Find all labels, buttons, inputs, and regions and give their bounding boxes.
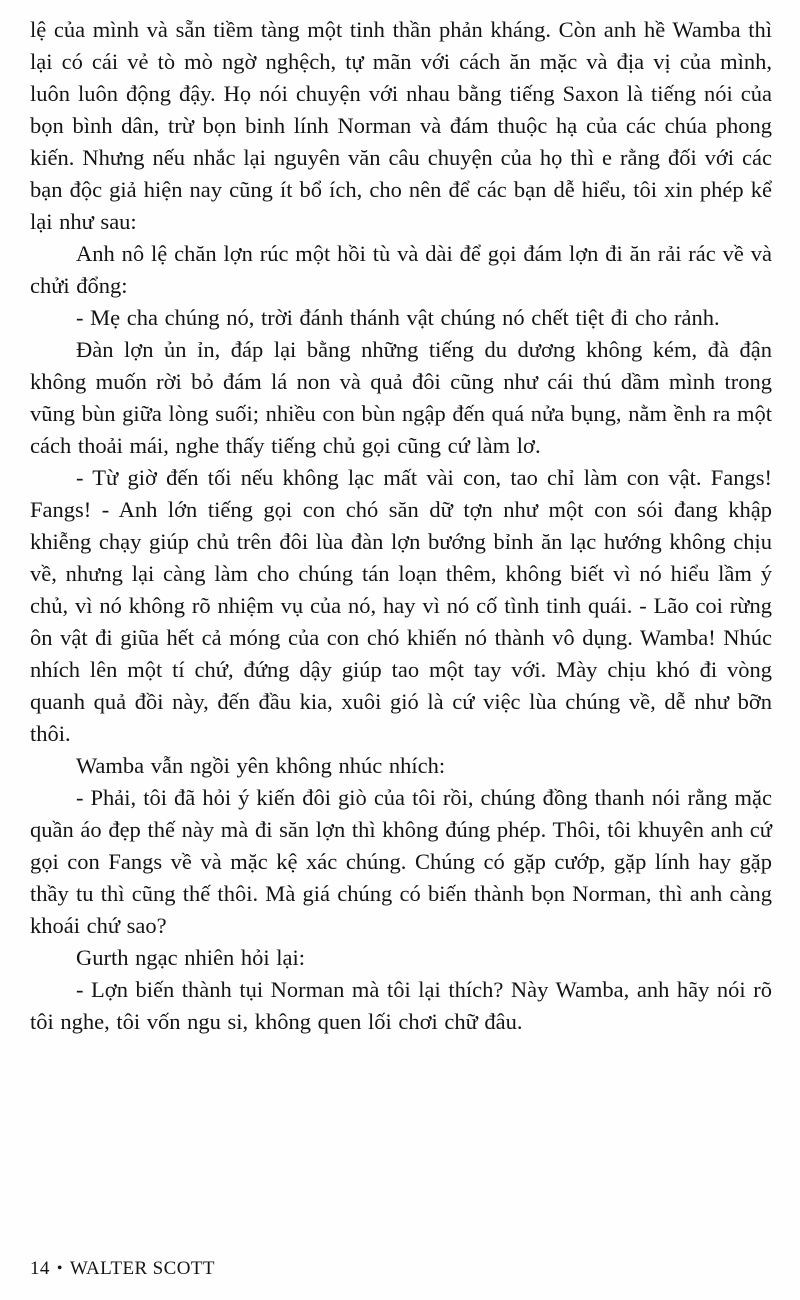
page-text xyxy=(30,14,772,1038)
paragraph: - Mẹ cha chúng nó, trời đánh thánh vật chúng nó chết tiệt đi cho rảnh. xyxy=(76,305,720,330)
paragraph: Wamba vẫn ngồi yên không nhúc nhích: xyxy=(76,753,446,778)
footer-separator-dot: • xyxy=(56,1260,63,1277)
paragraph: - Phải, tôi đã hỏi ý kiến đôi giò của tôi rồi, chúng đồng thanh nói rằng mặc quần áo đẹp thế này mà đi săn lợn thì không đúng phép. Thôi, tôi khuyên anh cứ gọi con Fangs về và mặc kệ xác chúng. Chúng có gặp cướp, gặp lính hay gặp thầy tu thì cũng thế thôi. Mà giá chúng có biến thành bọn Norman, thì anh càng khoái chứ sao? xyxy=(30,785,772,938)
author-name: WALTER SCOTT xyxy=(69,1258,215,1279)
page-footer xyxy=(30,1258,215,1280)
paragraph: lệ của mình và sẵn tiềm tàng một tinh thần phản kháng. Còn anh hề Wamba thì lại có cái vẻ tò mò ngờ nghệch, tự mãn với cách ăn mặc và địa vị của mình, luôn luôn động đậy. Họ nói chuyện với nhau bằng tiếng Saxon là tiếng nói của bọn bình dân, trừ bọn binh lính Norman và đám thuộc hạ của các chúa phong kiến. Nhưng nếu nhắc lại nguyên văn câu chuyện của họ thì e rằng đối với các bạn độc giả hiện nay cũng ít bổ ích, cho nên để các bạn dễ hiểu, tôi xin phép kể lại như sau: xyxy=(30,17,772,234)
paragraph: Anh nô lệ chăn lợn rúc một hồi tù và dài để gọi đám lợn đi ăn rải rác về và chửi đổng: xyxy=(30,241,772,298)
paragraph: Đàn lợn ủn ỉn, đáp lại bằng những tiếng du dương không kém, đà đận không muốn rời bỏ đám lá non và quả đôi cũng như cái thú dầm mình trong vũng bùn giữa lòng suối; nhiều con bùn ngập đến quá nửa bụng, nằm ềnh ra một cách thoải mái, nghe thấy tiếng chủ gọi cũng cứ làm lơ. xyxy=(30,337,772,458)
paragraph: - Từ giờ đến tối nếu không lạc mất vài con, tao chỉ làm con vật. Fangs! Fangs! - Anh lớn tiếng gọi con chó săn dữ tợn như một con sói đang khập khiễng chạy giúp chủ trên đôi lùa đàn lợn bướng bỉnh ăn lạc hướng không chịu về, nhưng lại càng làm cho chúng tán loạn thêm, không biết vì nó hiểu lầm ý chủ, vì nó không rõ nhiệm vụ của nó, hay vì nó cố tình tinh quái. - Lão coi rừng ôn vật đi giũa hết cả móng của con chó khiến nó thành vô dụng. Wamba! Nhúc nhích lên một tí chứ, đứng dậy giúp tao một tay với. Mày chịu khó đi vòng quanh quả đồi này, đến đầu kia, xuôi gió là cứ việc lùa chúng về, dễ như bỡn thôi. xyxy=(30,465,772,746)
paragraph: - Lợn biến thành tụi Norman mà tôi lại thích? Này Wamba, anh hãy nói rõ tôi nghe, tôi vốn ngu si, không quen lối chơi chữ đâu. xyxy=(30,977,772,1034)
paragraph: Gurth ngạc nhiên hỏi lại: xyxy=(76,945,305,970)
page-number: 14 xyxy=(30,1258,50,1279)
